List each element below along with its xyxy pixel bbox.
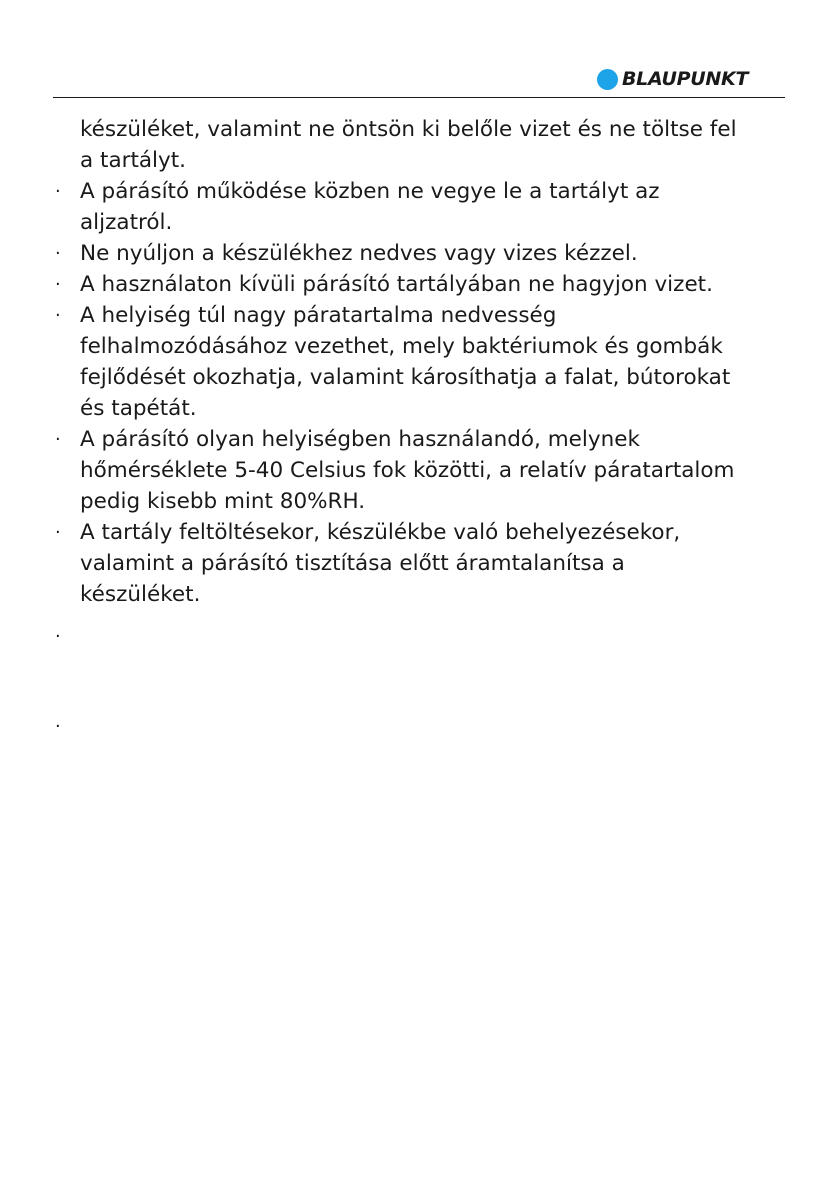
- text-line: valamint a párásító tisztítása előtt áramtalanítsa a: [80, 551, 625, 576]
- bullet-icon: ·: [55, 181, 61, 202]
- bullet-text: A használaton kívüli párásító tartályában ne hagyjon vizet.: [80, 272, 713, 297]
- bullet-text: A párásító olyan helyiségben használandó, melynek: [80, 427, 640, 452]
- text-line: aljzatról.: [80, 210, 173, 235]
- text-line: hőmérséklete 5-40 Celsius fok közötti, a relatív páratartalom: [80, 458, 735, 483]
- bullet-item: [55, 300, 790, 331]
- brand-name: BLAUPUNKT: [622, 68, 749, 90]
- empty-bullet-icon: ·: [55, 626, 61, 647]
- bullet-item: [55, 424, 790, 455]
- text-line: készüléket.: [80, 582, 201, 607]
- text-line: és tapétát.: [80, 396, 197, 421]
- bullet-icon: ·: [55, 243, 61, 264]
- bullet-text: A tartály feltöltésekor, készülékbe való behelyezésekor,: [80, 520, 681, 545]
- empty-bullet-icon: ·: [55, 716, 61, 737]
- bullet-item: [55, 269, 790, 300]
- text-line: pedig kisebb mint 80%RH.: [80, 489, 366, 514]
- text-line: készüléket, valamint ne öntsön ki belőle vizet és ne töltse fel: [80, 117, 737, 142]
- bullet-text: Ne nyúljon a készülékhez nedves vagy vizes kézzel.: [80, 241, 638, 266]
- brand-logo: [597, 67, 748, 91]
- brand-dot-icon: [597, 69, 618, 90]
- bullet-icon: ·: [55, 305, 61, 326]
- bullet-icon: ·: [55, 522, 61, 543]
- header-divider: [53, 97, 785, 98]
- bullet-icon: ·: [55, 274, 61, 295]
- bullet-item: [55, 517, 790, 548]
- text-line: a tartályt.: [80, 148, 187, 173]
- bullet-item: [55, 176, 790, 207]
- text-line: fejlődését okozhatja, valamint károsíthatja a falat, bútorokat: [80, 365, 731, 390]
- bullet-item: [55, 238, 790, 269]
- bullet-text: A helyiség túl nagy páratartalma nedvesség: [80, 303, 557, 328]
- document-body: [55, 114, 790, 610]
- bullet-text: A párásító működése közben ne vegye le a tartályt az: [80, 179, 660, 204]
- bullet-icon: ·: [55, 429, 61, 450]
- text-line: felhalmozódásához vezethet, mely baktériumok és gombák: [80, 334, 723, 359]
